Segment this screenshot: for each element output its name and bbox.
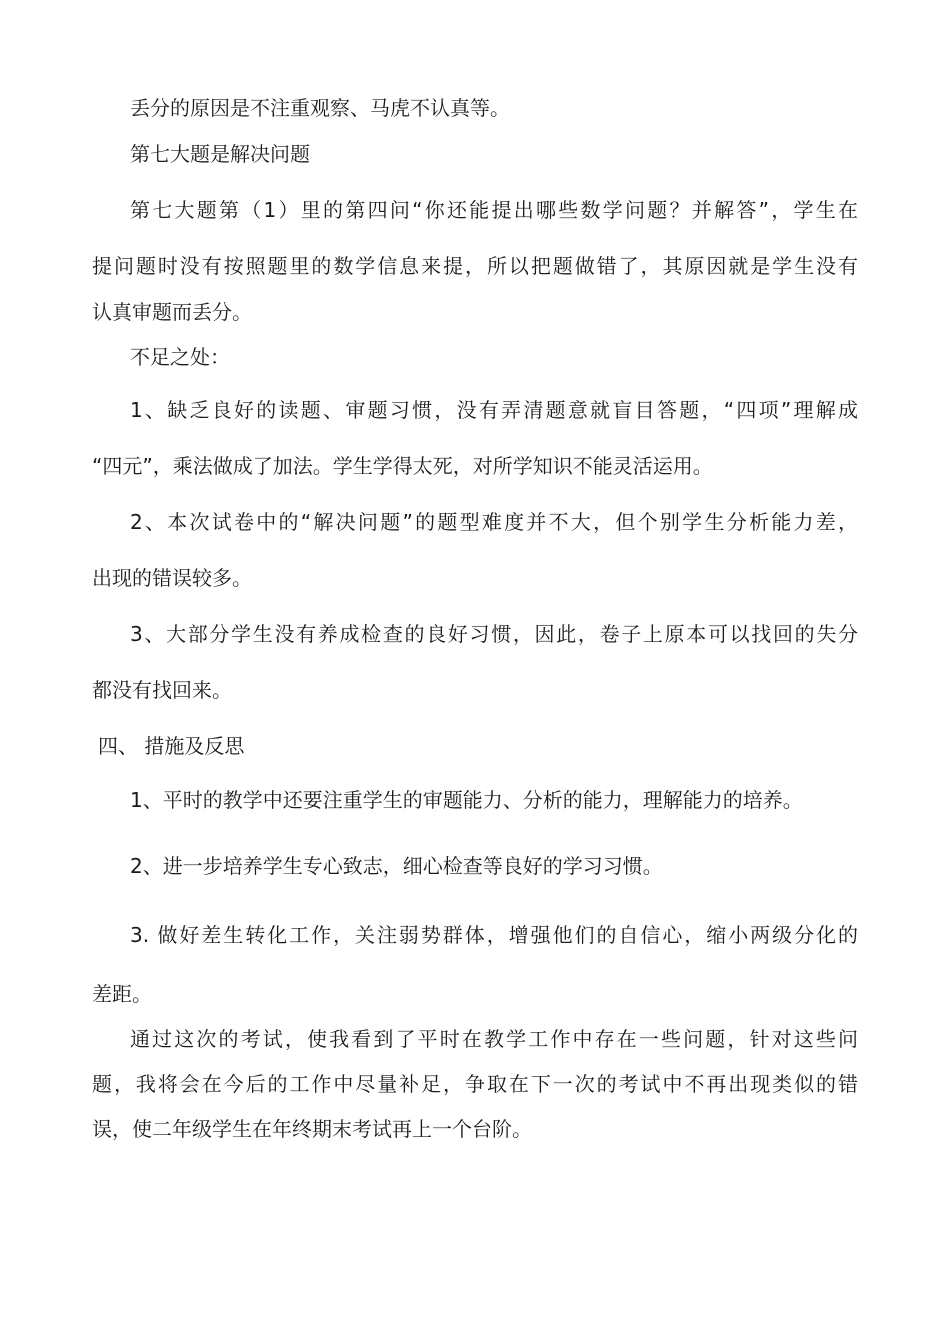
text-line: 丢分的原因是不注重观察、马虎不认真等。: [130, 96, 510, 120]
text-line: 认真审题而丢分。: [92, 300, 252, 324]
text-line: 3. 做好差生转化工作，关注弱势群体，增强他们的自信心，缩小两级分化的: [130, 923, 858, 947]
text-line: 第七大题是解决问题: [130, 142, 310, 166]
text-line: 通过这次的考试，使我看到了平时在教学工作中存在一些问题，针对这些问: [130, 1027, 858, 1051]
text-line: 题，我将会在今后的工作中尽量补足，争取在下一次的考试中不再出现类似的错: [92, 1072, 858, 1096]
text-line: 出现的错误较多。: [92, 566, 252, 590]
text-line: 第七大题第（1）里的第四问“你还能提出哪些数学问题？并解答”，学生在: [130, 198, 858, 222]
text-line: 2、进一步培养学生专心致志，细心检查等良好的学习习惯。: [130, 854, 663, 878]
text-line: 1、平时的教学中还要注重学生的审题能力、分析的能力，理解能力的培养。: [130, 788, 803, 812]
text-line: 2、本次试卷中的“解决问题”的题型难度并不大，但个别学生分析能力差，: [130, 510, 858, 534]
text-line: 3、大部分学生没有养成检查的良好习惯，因此，卷子上原本可以找回的失分: [130, 622, 858, 646]
text-line: 差距。: [92, 982, 152, 1006]
text-line: 1、缺乏良好的读题、审题习惯，没有弄清题意就盲目答题，“四项”理解成: [130, 398, 858, 422]
text-line: “四元”，乘法做成了加法。学生学得太死，对所学知识不能灵活运用。: [92, 454, 713, 478]
text-line: 误，使二年级学生在年终期末考试再上一个台阶。: [92, 1117, 532, 1141]
text-line: 都没有找回来。: [92, 678, 232, 702]
text-line: 不足之处：: [130, 345, 230, 369]
section-heading: 四、 措施及反思: [98, 734, 245, 758]
text-line: 提问题时没有按照题里的数学信息来提，所以把题做错了，其原因就是学生没有: [92, 254, 858, 278]
